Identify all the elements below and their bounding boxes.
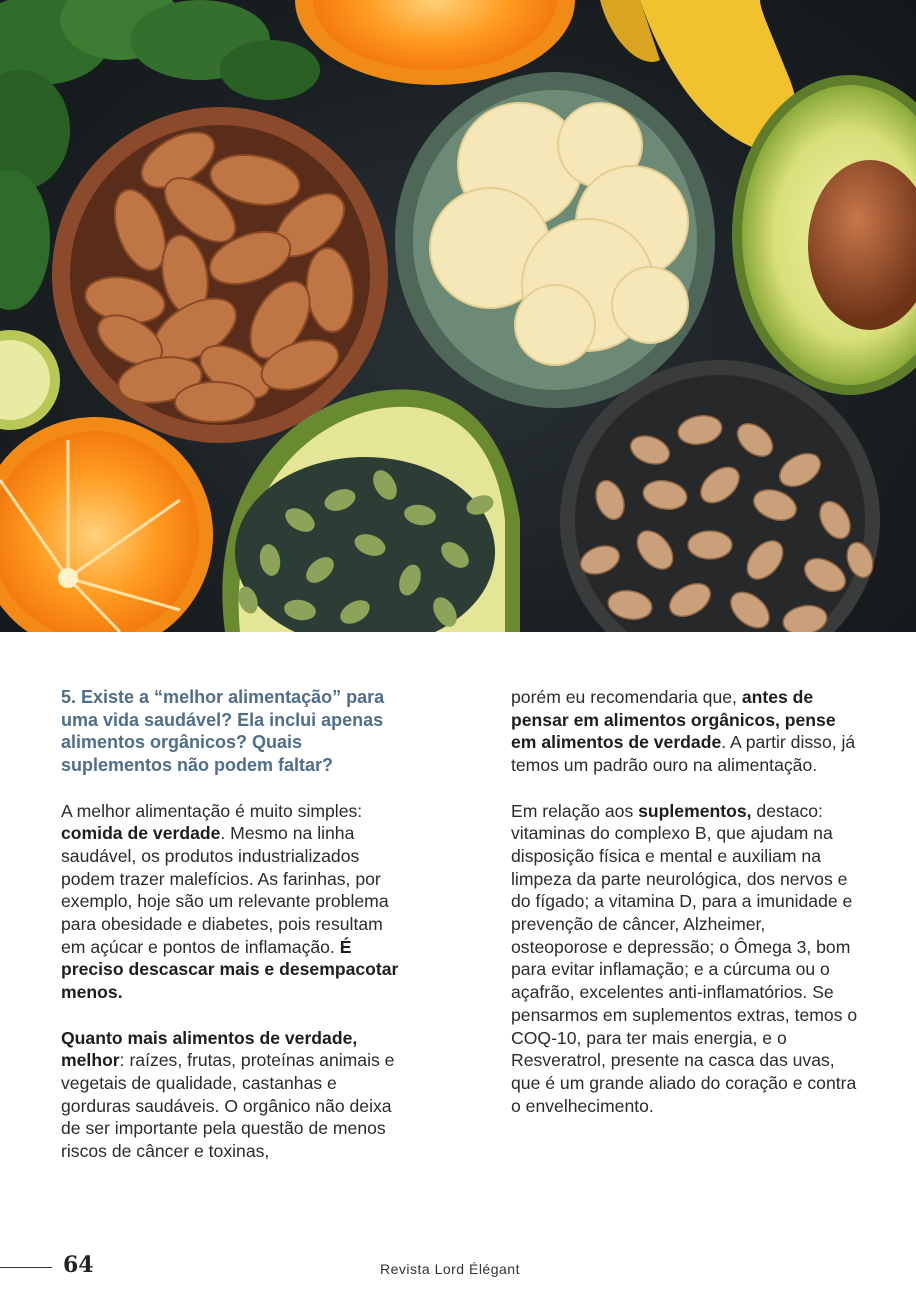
text-segment: . Mesmo na linha saudável, os produtos industrializados podem trazer malefícios. As farinhas, por exemplo, hoje são um relevante problema para obesidade e diabetes, pois resultam em açúcar e pontos de inflamação. [61, 823, 389, 957]
orange-top [295, 0, 575, 85]
paragraph-best-diet [61, 800, 411, 1004]
page-number: 64 [63, 1252, 94, 1278]
hero-photo-healthy-foods [0, 0, 916, 632]
text-segment: destaco: vitaminas do complexo B, que ajudam na disposição física e mental e auxiliam na limpeza da parte neurológica, dos nervos e do fígado; a vitamina D, para a imunidade e prevenção de câncer, Alzheimer, osteoporose e depressão; o Ômega 3, bom para evitar inflamação; e a cúrcuma ou o açafrão, excelentes anti-inflamatórios. Se pensarmos em suplementos extras, temos o COQ-10, para ter mais energia, e o Resveratrol, presente na casca das uvas, que é um grande aliado do coração e contra o envelhecimento. [511, 800, 858, 1116]
lime-slice [0, 330, 60, 430]
text-segment: porém eu recomendaria que, [511, 687, 742, 707]
almond-bowl [52, 107, 388, 443]
paragraph-more-real-food [61, 1027, 411, 1163]
bold-more-real-food: Quanto mais alimentos de verdade, melhor [61, 1027, 358, 1071]
text-segment: A melhor alimentação é muito simples: [61, 800, 363, 821]
bold-supplements: suplementos, [638, 800, 752, 821]
footer-rule [0, 1267, 52, 1268]
text-segment: Em relação aos [511, 800, 639, 821]
banana-bowl [395, 72, 715, 408]
bold-think-real-food: antes de pensar em alimentos orgânicos, pense em alimentos de verdade [511, 687, 836, 753]
bold-real-food: comida de verdade [61, 823, 221, 844]
bold-peel-more: É preciso descascar mais e desempacotar menos. [61, 936, 399, 1003]
oat-bowl [560, 360, 880, 632]
paragraph-organic [511, 686, 861, 777]
article-column-right [511, 686, 861, 1140]
food-illustration [0, 0, 916, 632]
text-segment: . A partir disso, já temos um padrão ouro na alimentação. [511, 732, 856, 776]
orange-half [0, 417, 213, 632]
paragraph-supplements [511, 800, 861, 1118]
question-heading: 5. Existe a “melhor alimentação” para uma vida saudável? Ela inclui apenas alimentos orgânicos? Quais suplementos não podem faltar? [61, 687, 385, 776]
article-column-left [61, 686, 411, 1185]
magazine-name: Revista Lord Élégant [380, 1261, 520, 1277]
text-segment: : raízes, frutas, proteínas animais e vegetais de qualidade, castanhas e gorduras saudáveis. O orgânico não deixa de ser importante pela questão de menos riscos de câncer e toxinas, [61, 1050, 395, 1162]
